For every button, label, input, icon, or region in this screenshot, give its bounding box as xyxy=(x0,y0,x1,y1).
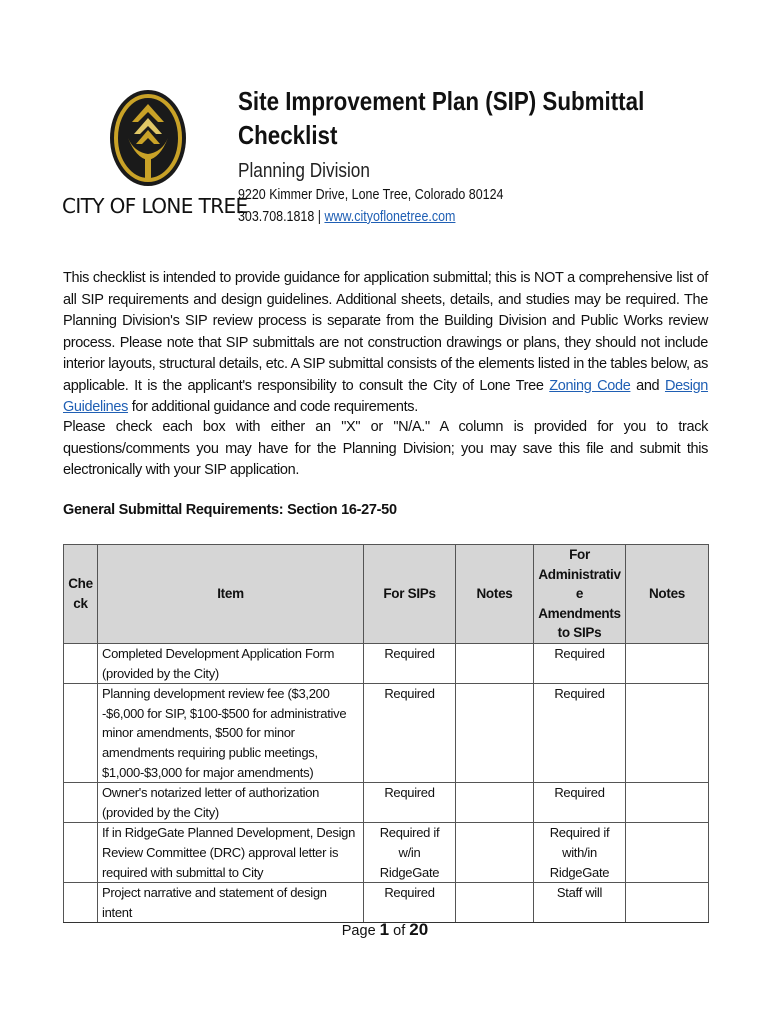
item-cell: If in RidgeGate Planned Development, Design Review Committee (DRC) approval letter is required with submittal to City xyxy=(98,823,364,883)
notes-admin-cell[interactable] xyxy=(626,883,709,923)
check-cell[interactable] xyxy=(64,823,98,883)
section-heading: General Submittal Requirements: Section 16-27-50 xyxy=(63,502,397,518)
page-word: Page xyxy=(341,923,376,939)
for-sips-cell: Required xyxy=(364,643,456,683)
admin-cell: Required xyxy=(534,684,626,783)
design-guidelines-link[interactable]: Design Guidelines xyxy=(63,377,709,415)
intro-end: for additional guidance and code requirements. xyxy=(128,399,418,415)
website-link[interactable]: www.cityoflonetree.com xyxy=(324,209,456,225)
notes-cell[interactable] xyxy=(456,643,534,683)
for-sips-cell: Required xyxy=(364,883,456,923)
notes-admin-cell[interactable] xyxy=(626,823,709,883)
notes-cell[interactable] xyxy=(456,783,534,823)
table-row xyxy=(64,783,709,823)
intro-paragraph xyxy=(63,268,708,419)
item-cell: Project narrative and statement of design intent xyxy=(98,883,364,923)
phone-number: 303.708.1818 xyxy=(238,209,315,225)
city-logo-mark-icon xyxy=(106,88,190,192)
table-row xyxy=(64,643,709,683)
intro-and: and xyxy=(630,377,665,394)
table-row xyxy=(64,684,709,783)
check-cell[interactable] xyxy=(64,643,98,683)
notes-cell[interactable] xyxy=(456,883,534,923)
intro-text: This checklist is intended to provide guidance for application submittal; this is NOT a comprehensive list of all SIP requirements and design guidelines. Additional sheets, details, and studies may be required. The Planning Division's SIP review process is separate from the Building Division and Public Works review process. Please note that SIP submittals are not construction drawings or plans, they should not include interior layouts, structural details, etc. A SIP submittal consists of the elements listed in the tables below, as applicable. It is the applicant's responsibility to consult the City of Lone Tree xyxy=(63,270,708,394)
admin-cell: Required if with/in RidgeGate xyxy=(534,823,626,883)
check-cell[interactable] xyxy=(64,783,98,823)
header-check: Che ck xyxy=(64,545,98,644)
page-total: 20 xyxy=(409,920,429,939)
item-cell: Owner's notarized letter of authorization (provided by the City) xyxy=(98,783,364,823)
notes-admin-cell[interactable] xyxy=(626,783,709,823)
instructions-paragraph: Please check each box with either an "X" or "N/A." A column is provided for you to track questions/comments you may have for the Planning Division; you may save this file and submit this electronically with your SIP application. xyxy=(63,419,708,478)
table-header-row xyxy=(64,545,709,644)
header-for-sips: For SIPs xyxy=(364,545,456,644)
division-name: Planning Division xyxy=(238,160,370,182)
admin-cell: Required xyxy=(534,783,626,823)
separator: | xyxy=(314,209,325,225)
for-sips-cell: Required xyxy=(364,783,456,823)
document-title xyxy=(238,84,651,152)
check-cell[interactable] xyxy=(64,883,98,923)
admin-cell: Required xyxy=(534,643,626,683)
header-admin-amendments: For Administrativ e Amendments to SIPs xyxy=(534,545,626,644)
logo-wordmark: CITY OF LONE TREE xyxy=(62,194,248,218)
for-sips-cell: Required xyxy=(364,684,456,783)
zoning-code-link[interactable]: Zoning Code xyxy=(549,377,631,394)
title-line-1: Site Improvement Plan (SIP) Submittal xyxy=(238,86,645,116)
header-notes: Notes xyxy=(456,545,534,644)
check-cell[interactable] xyxy=(64,684,98,783)
notes-admin-cell[interactable] xyxy=(626,643,709,683)
title-line-2: Checklist xyxy=(238,120,338,150)
page-current: 1 xyxy=(379,920,390,939)
notes-cell[interactable] xyxy=(456,684,534,783)
checklist-table xyxy=(63,544,709,923)
of-word: of xyxy=(393,923,406,939)
table-row xyxy=(64,883,709,923)
table-row xyxy=(64,823,709,883)
item-cell: Completed Development Application Form (provided by the City) xyxy=(98,643,364,683)
for-sips-cell: Required if w/in RidgeGate xyxy=(364,823,456,883)
contact-line xyxy=(238,206,651,228)
admin-cell: Staff will xyxy=(534,883,626,923)
address: 9220 Kimmer Drive, Lone Tree, Colorado 80124 xyxy=(238,187,504,203)
header-item: Item xyxy=(98,545,364,644)
header-notes-admin: Notes xyxy=(626,545,709,644)
notes-cell[interactable] xyxy=(456,823,534,883)
notes-admin-cell[interactable] xyxy=(626,684,709,783)
document-header xyxy=(238,84,718,228)
city-logo xyxy=(62,82,248,224)
item-cell: Planning development review fee ($3,200 -$6,000 for SIP, $100-$500 for administrative minor amendments, $500 for minor amendments requiring public meetings, $1,000-$3,000 for major amendments) xyxy=(98,684,364,783)
page-footer xyxy=(0,920,770,940)
